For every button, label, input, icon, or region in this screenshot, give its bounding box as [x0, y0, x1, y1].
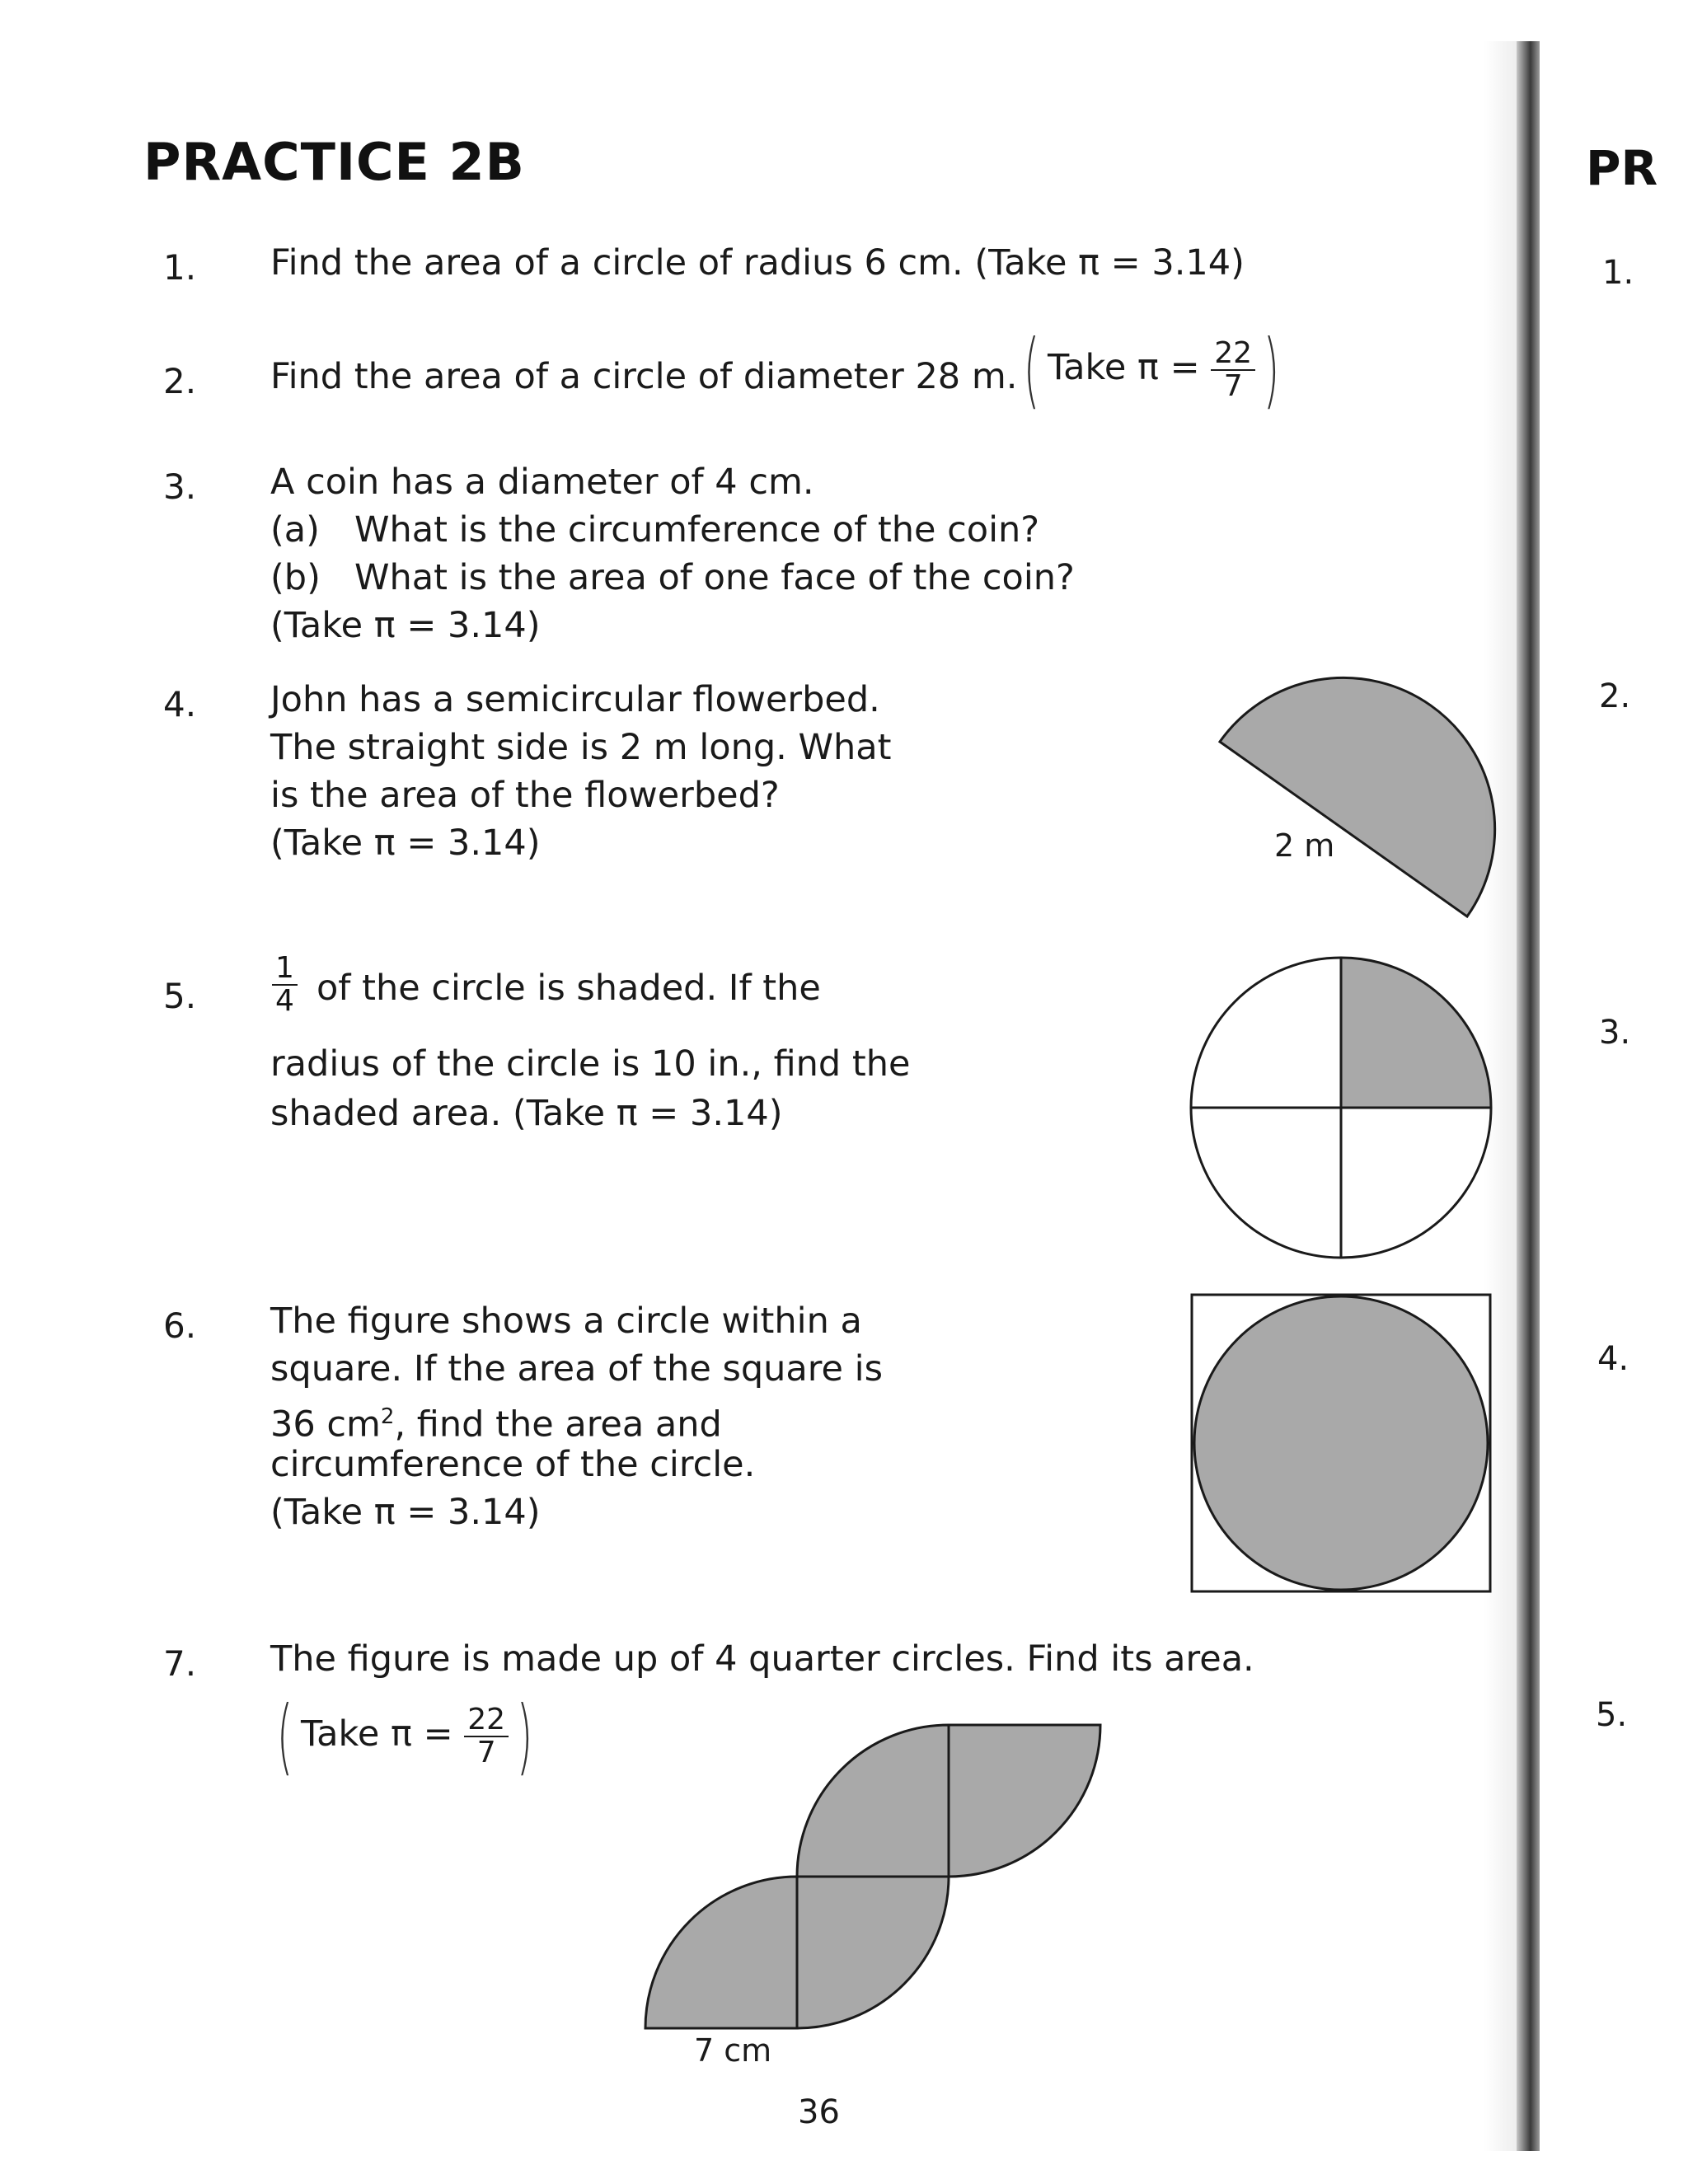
pi-note: (Take π = 3.14) [270, 605, 541, 646]
pi-note: ( Take π = $\frac{22}{7}$ ) [276, 1687, 533, 1784]
shaded-quarter [1341, 958, 1491, 1108]
quarter-circles-figure [643, 1714, 1121, 2044]
quarter-circle [645, 1877, 797, 2028]
question-text: 36 $cm^2$, find the area and [270, 1404, 722, 1446]
figure-label: 2 m [1274, 827, 1335, 864]
sub-label: (a) [270, 509, 320, 551]
next-page-number: 2. [1599, 677, 1631, 715]
question-number: 6. [163, 1305, 197, 1346]
pi-note: ( Take π = $\frac{22}{7}$ ) [1023, 321, 1280, 418]
semicircle-shape [1220, 677, 1495, 916]
question-number: 5. [163, 976, 197, 1016]
pi-label: Take π = [1048, 347, 1200, 388]
question-text: circumference of the circle. [270, 1444, 756, 1485]
fraction: $\frac{22}{7}$ [1211, 338, 1255, 402]
question-text: A coin has a diameter of 4 cm. [270, 462, 814, 503]
inscribed-circle [1194, 1296, 1488, 1590]
page-title: PRACTICE 2B [143, 132, 525, 192]
question-number: 1. [163, 247, 197, 288]
question-number: 7. [163, 1643, 197, 1684]
pi-note: (Take π = 3.14) [270, 1492, 541, 1533]
circle-in-square-figure [1187, 1291, 1500, 1596]
page-number: 36 [798, 2093, 840, 2131]
question-text: radius of the circle is 10 in., find the [270, 1043, 911, 1085]
semicircle-figure [1203, 659, 1517, 931]
next-page-number: 4. [1597, 1340, 1629, 1378]
next-page-number: 5. [1596, 1696, 1628, 1734]
fraction: $\frac{22}{7}$ [464, 1704, 509, 1769]
question-text: Find the area of a circle of radius 6 cm. (Take π = 3.14) [270, 242, 1245, 284]
question-text: The figure shows a circle within a [270, 1301, 862, 1342]
book-spine [1517, 41, 1540, 2151]
fraction: $\frac{1}{4}$ [272, 953, 298, 1017]
question-text: The straight side is 2 m long. What [270, 727, 892, 768]
sub-question: What is the area of one face of the coin? [354, 557, 1075, 598]
question-text: The figure is made up of 4 quarter circles. Find its area. [270, 1638, 1254, 1680]
next-page-number: 3. [1599, 1014, 1631, 1052]
next-page-number: 1. [1602, 254, 1634, 292]
quarter-circle-figure [1187, 956, 1688, 1261]
question-text: of the circle is shaded. If the [316, 968, 821, 1009]
quarter-circle [797, 1877, 949, 2028]
quarter-circle [949, 1725, 1100, 1877]
question-text: Find the area of a circle of diameter 28 m. [270, 356, 1018, 397]
question-number: 4. [163, 684, 197, 724]
pi-label: Take π = [301, 1713, 453, 1755]
question-text: is the area of the flowerbed? [270, 775, 780, 816]
question-text: square. If the area of the square is [270, 1348, 883, 1390]
question-text: shaded area. (Take π = 3.14) [270, 1093, 783, 1134]
question-number: 3. [163, 466, 197, 507]
sub-label: (b) [270, 557, 321, 598]
next-page-title: PR [1586, 140, 1658, 196]
figure-label: 7 cm [694, 2032, 772, 2069]
question-number: 2. [163, 361, 197, 401]
question-text: John has a semicircular flowerbed. [270, 679, 880, 720]
pi-note: (Take π = 3.14) [270, 823, 541, 864]
quarter-circle [797, 1725, 949, 1877]
sub-question: What is the circumference of the coin? [354, 509, 1040, 551]
